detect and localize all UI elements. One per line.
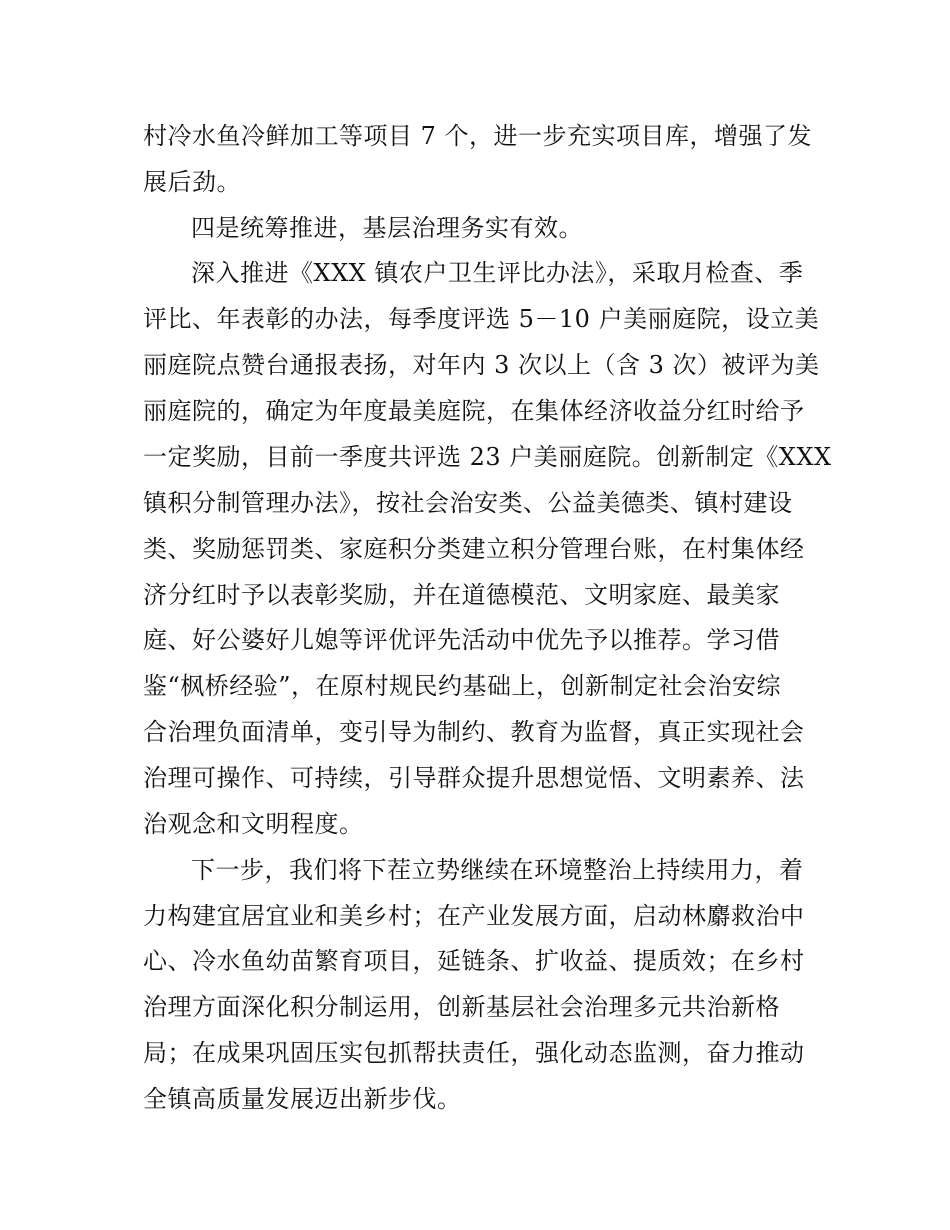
- text-line: 治理方面深化积分制运用，创新基层社会治理多元共治新格: [143, 993, 780, 1021]
- text-line: 治观念和文明程度。: [143, 810, 364, 838]
- text-line: 鉴“枫桥经验”，在原村规民约基础上，创新制定社会治安综: [143, 672, 782, 700]
- text-line: 评比、年表彰的办法，每季度评选 5－10 户美丽庭院，设立美: [143, 305, 820, 333]
- text-line: 村冷水鱼冷鲜加工等项目 7 个，进一步充实项目库，增强了发: [143, 122, 813, 150]
- text-line: 全镇高质量发展迈出新步伐。: [143, 1085, 462, 1113]
- text-line: 局；在成果巩固压实包抓帮扶责任，强化动态监测，奋力推动: [143, 1039, 805, 1067]
- text-line: 深入推进《XXX 镇农户卫生评比办法》，采取月检查、季: [191, 259, 804, 287]
- text-line: 庭、好公婆好儿媳等评优评先活动中优先予以推荐。学习借: [143, 626, 780, 654]
- text-line: 丽庭院点赞台通报表扬，对年内 3 次以上（含 3 次）被评为美: [143, 351, 820, 379]
- text-line: 合治理负面清单，变引导为制约、教育为监督，真正实现社会: [143, 718, 805, 746]
- text-line: 力构建宜居宜业和美乡村；在产业发展方面，启动林麝救治中: [143, 902, 805, 930]
- text-line: 济分红时予以表彰奖励，并在道德模范、文明家庭、最美家: [143, 581, 780, 609]
- text-line: 下一步，我们将下茬立势继续在环境整治上持续用力，着: [191, 856, 804, 884]
- text-line: 一定奖励，目前一季度共评选 23 户美丽庭院。创新制定《XXX: [143, 443, 832, 471]
- text-line: 类、奖励惩罚类、家庭积分类建立积分管理台账，在村集体经: [143, 535, 805, 563]
- text-line: 丽庭院的，确定为年度最美庭院，在集体经济收益分红时给予: [143, 397, 805, 425]
- text-line: 治理可操作、可持续，引导群众提升思想觉悟、文明素养、法: [143, 764, 805, 792]
- section-heading: 四是统筹推进，基层治理务实有效。: [191, 214, 583, 242]
- text-line: 展后劲。: [143, 168, 241, 196]
- text-line: 镇积分制管理办法》，按社会治安类、公益美德类、镇村建设: [143, 489, 793, 517]
- text-line: 心、冷水鱼幼苗繁育项目，延链条、扩收益、提质效；在乡村: [143, 947, 805, 975]
